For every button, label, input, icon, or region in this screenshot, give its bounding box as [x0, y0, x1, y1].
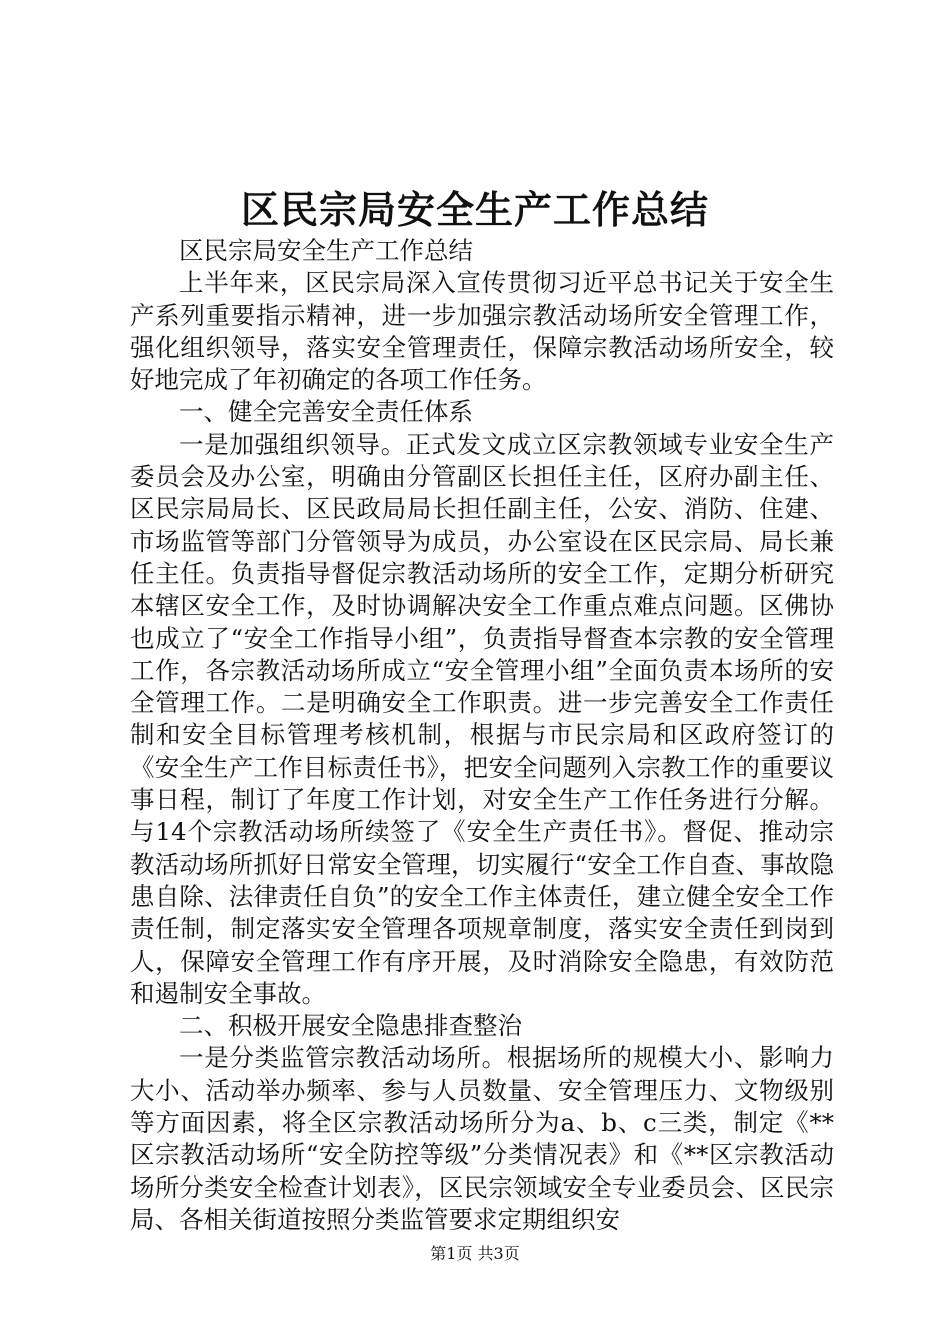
- page-number-footer: 第1页 共3页: [430, 1244, 520, 1263]
- section-heading-2: 二、积极开展安全隐患排查整治: [179, 1011, 522, 1041]
- section-2-paragraph: 一是分类监管宗教活动场所。根据场所的规模大小、影响力大小、活动举办频率、参与人员数量、安全管理压力、文物级别等方面因素，将全区宗教活动场所分为a、b、c三类，制定《**区宗教活动场所“安全防控等级”分类情况表》和《**区宗教活动场所分类安全检查计划表》，区民宗领域安全专业委员会、区民宗局、各相关街道按照分类监管要求定期组织安: [130, 1043, 834, 1234]
- section-1-paragraph: 一是加强组织领导。正式发文成立区宗教领域专业安全生产委员会及办公室，明确由分管副区长担任主任，区府办副主任、区民宗局局长、区民政局局长担任副主任，公安、消防、住建、市场监管等部门分管领导为成员，办公室设在区民宗局、局长兼任主任。负责指导督促宗教活动场所的安全工作，定期分析研究本辖区安全工作，及时协调解决安全工作重点难点问题。区佛协也成立了“安全工作指导小组”，负责指导督查本宗教的安全管理工作，各宗教活动场所成立“安全管理小组”全面负责本场所的安全管理工作。二是明确安全工作职责。进一步完善安全工作责任制和安全目标管理考核机制，根据与市民宗局和区政府签订的《安全生产工作目标责任书》，把安全问题列入宗教工作的重要议事日程，制订了年度工作计划，对安全生产工作任务进行分解。与14个宗教活动场所续签了《安全生产责任书》。督促、推动宗教活动场所抓好日常安全管理，切实履行“安全工作自查、事故隐患自除、法律责任自负”的安全工作主体责任，建立健全安全工作责任制，制定落实安全管理各项规章制度，落实安全责任到岗到人，保障安全管理工作有序开展，及时消除安全隐患，有效防范和遏制安全事故。: [130, 429, 834, 1008]
- document-body: [130, 235, 834, 1236]
- page-title: 区民宗局安全生产工作总结: [240, 187, 709, 232]
- section-heading-1: 一、健全完善安全责任体系: [179, 397, 473, 427]
- subtitle-paragraph: 区民宗局安全生产工作总结: [179, 236, 473, 265]
- intro-paragraph: 上半年来，区民宗局深入宣传贯彻习近平总书记关于安全生产系列重要指示精神，进一步加强宗教活动场所安全管理工作，强化组织领导，落实安全管理责任，保障宗教活动场所安全，较好地完成了年初确定的各项工作任务。: [130, 268, 834, 395]
